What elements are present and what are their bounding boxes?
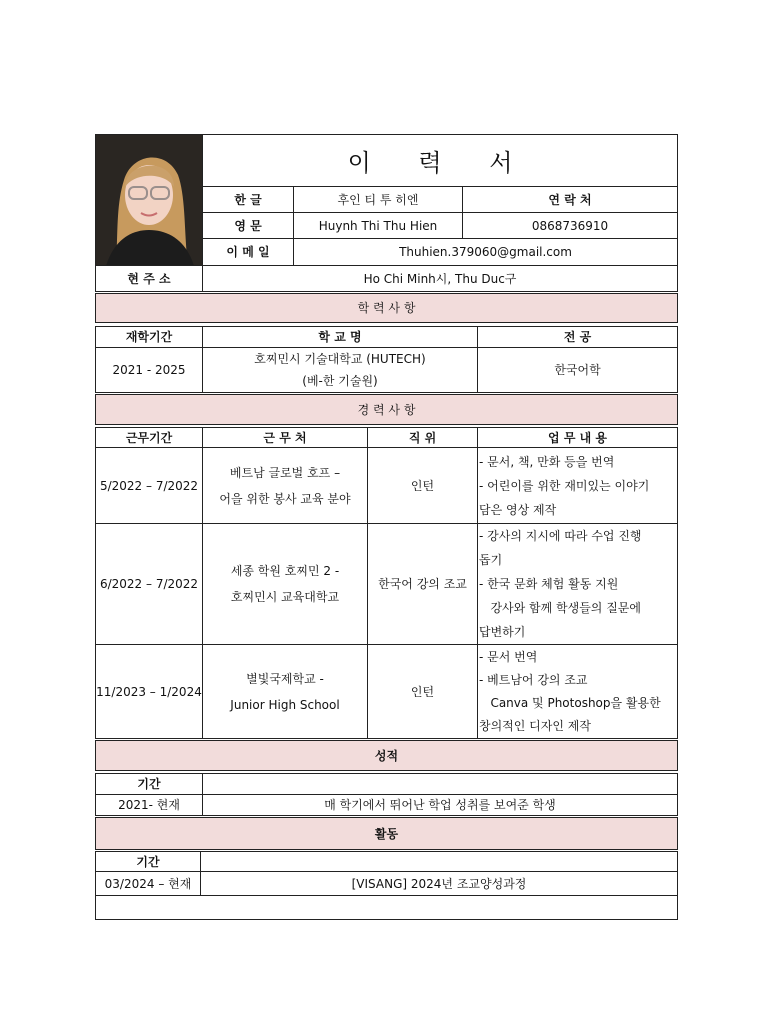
experience-header-position: 직 위 xyxy=(367,427,478,448)
activities-header-period: 기간 xyxy=(95,851,201,872)
education-header-period: 재학기간 xyxy=(95,326,203,348)
activities-section-title: 활동 xyxy=(95,817,678,850)
experience-row3-duty-3: Canva 및 Photoshop을 활용한 xyxy=(479,695,661,710)
portrait-photo-icon xyxy=(96,135,202,266)
education-school xyxy=(202,347,478,393)
resume-title: 이 력 서 xyxy=(347,149,533,177)
activities-content: [VISANG] 2024년 조교양성과정 xyxy=(200,871,678,896)
experience-header-place: 근 무 처 xyxy=(202,427,368,448)
experience-row2-duties xyxy=(477,523,678,645)
education-major: 한국어학 xyxy=(477,347,678,393)
experience-row3-position: 인턴 xyxy=(367,644,478,739)
education-header-school: 학 교 명 xyxy=(202,326,478,348)
experience-row3-duties xyxy=(477,644,678,739)
experience-header-period: 근무기간 xyxy=(95,427,203,448)
education-period: 2021 - 2025 xyxy=(95,347,203,393)
korean-name-value: 후인 티 투 히엔 xyxy=(293,186,463,213)
experience-row1-duty-3: 담은 영상 제작 xyxy=(479,502,557,517)
experience-row1-position: 인턴 xyxy=(367,447,478,524)
education-school-line2: (베-한 기술원) xyxy=(302,374,378,388)
experience-row1-duties xyxy=(477,447,678,524)
activities-empty-row xyxy=(95,895,678,920)
activities-period: 03/2024 – 현재 xyxy=(95,871,201,896)
experience-row3-duty-4: 창의적인 디자인 제작 xyxy=(479,718,591,733)
experience-section-title: 경 력 사 항 xyxy=(95,394,678,425)
email-value: Thuhien.379060@gmail.com xyxy=(293,238,678,266)
profile-photo xyxy=(95,134,203,267)
experience-header-duties: 업 무 내 용 xyxy=(477,427,678,448)
experience-row1-place-line2: 어을 위한 봉사 교육 분야 xyxy=(219,491,351,506)
activities-header-blank xyxy=(200,851,678,872)
experience-row2-period: 6/2022 – 7/2022 xyxy=(95,523,203,645)
experience-row2-duty-2: 돕기 xyxy=(479,553,503,567)
experience-row3-place-line2: Junior High School xyxy=(230,697,340,712)
experience-row3-place xyxy=(202,644,368,739)
experience-row2-place-line2: 호찌민시 교육대학교 xyxy=(230,590,340,604)
english-name-label: 영 문 xyxy=(202,212,294,239)
experience-row2-place xyxy=(202,523,368,645)
phone-value: 0868736910 xyxy=(462,212,678,239)
experience-row3-place-line1: 별빛국제학교 - xyxy=(246,671,324,686)
english-name-value: Huynh Thi Thu Hien xyxy=(293,212,463,239)
grades-content: 매 학기에서 뛰어난 학업 성취를 보여준 학생 xyxy=(202,794,678,816)
education-header-major: 전 공 xyxy=(477,326,678,348)
resume-title-cell xyxy=(202,134,678,187)
grades-header-blank xyxy=(202,773,678,795)
contact-label: 연 락 처 xyxy=(462,186,678,213)
experience-row2-duty-1: - 강사의 지시에 따라 수업 진행 xyxy=(479,529,642,543)
experience-row2-duty-5: 답변하기 xyxy=(479,625,526,639)
experience-row2-position: 한국어 강의 조교 xyxy=(367,523,478,645)
experience-row1-duty-1: - 문서, 책, 만화 등을 번역 xyxy=(479,454,615,469)
experience-row2-duty-3: - 한국 문화 체험 활동 지원 xyxy=(479,577,619,591)
experience-row1-duty-2: - 어린이를 위한 재미있는 이야기 xyxy=(479,478,650,493)
grades-period: 2021- 현재 xyxy=(95,794,203,816)
experience-row1-period: 5/2022 – 7/2022 xyxy=(95,447,203,524)
experience-row2-place-line1: 세종 학원 호찌민 2 - xyxy=(230,564,340,578)
korean-name-label: 한 글 xyxy=(202,186,294,213)
address-value: Ho Chi Minh시, Thu Duc구 xyxy=(202,265,678,292)
email-label: 이 메 일 xyxy=(202,238,294,266)
grades-section-title: 성적 xyxy=(95,740,678,771)
experience-row1-place-line1: 베트남 글로벌 호프 – xyxy=(229,465,341,480)
experience-row1-place xyxy=(202,447,368,524)
education-school-line1: 호찌민시 기술대학교 (HUTECH) xyxy=(254,352,426,366)
experience-row3-duty-1: - 문서 번역 xyxy=(479,649,538,664)
address-label: 현 주 소 xyxy=(95,265,203,292)
experience-row2-duty-4: 강사와 함께 학생들의 질문에 xyxy=(479,601,641,615)
experience-row3-duty-2: - 베트남어 강의 조교 xyxy=(479,672,588,687)
education-section-title: 학 력 사 항 xyxy=(95,293,678,323)
grades-header-period: 기간 xyxy=(95,773,203,795)
experience-row3-period: 11/2023 – 1/2024 xyxy=(95,644,203,739)
